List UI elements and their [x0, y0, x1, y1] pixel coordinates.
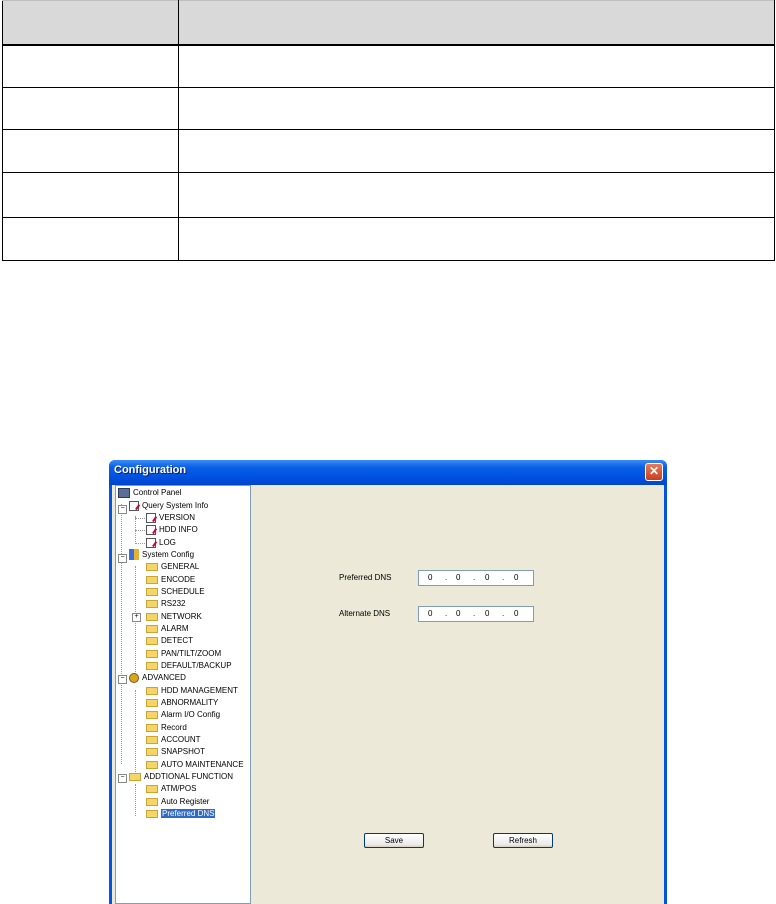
folder-icon: [146, 650, 158, 658]
window-client-area: [112, 485, 664, 904]
tree-item-hdd-info[interactable]: [146, 524, 198, 536]
folder-icon: [146, 662, 158, 670]
folder-icon: [146, 699, 158, 707]
folder-icon: [146, 687, 158, 695]
tree-item-advanced[interactable]: [129, 672, 186, 684]
tree-item-label: Control Panel: [133, 488, 182, 497]
folder-icon: [146, 724, 158, 732]
folder-icon: [146, 563, 158, 571]
tree-item-schedule[interactable]: [146, 586, 205, 598]
tree-item-query-system-info[interactable]: [129, 500, 208, 512]
tree-item-label: Query System Info: [142, 501, 209, 510]
tree-item-label: DETECT: [161, 636, 193, 645]
tree-item-auto-register[interactable]: [146, 796, 209, 808]
tree-item-log[interactable]: [146, 537, 176, 549]
doc-table-row: [3, 45, 775, 88]
tree-item-label: HDD MANAGEMENT: [161, 686, 238, 695]
alternate-dns-input[interactable]: 0 . 0 . 0 . 0: [418, 606, 534, 622]
tree-item-label: SCHEDULE: [161, 587, 205, 596]
tree-item-default-backup[interactable]: [146, 660, 232, 672]
tree-item-label: DEFAULT/BACKUP: [161, 661, 232, 670]
gear-icon: [129, 673, 139, 683]
tree-item-pan-tilt-zoom[interactable]: [146, 648, 221, 660]
computer-icon: [118, 488, 130, 498]
folder-icon: [146, 637, 158, 645]
doc-table-header: [3, 1, 775, 45]
tree-item-label: HDD INFO: [159, 525, 198, 534]
folder-icon: [146, 576, 158, 584]
folder-icon: [146, 798, 158, 806]
tree-item-system-config[interactable]: [129, 549, 194, 561]
folder-icon: [146, 588, 158, 596]
tree-item-auto-maintenance[interactable]: [146, 759, 244, 771]
refresh-button[interactable]: Refresh: [493, 833, 553, 848]
folder-icon: [146, 625, 158, 633]
tree-item-label: PAN/TILT/ZOOM: [161, 649, 222, 658]
navigation-tree[interactable]: − − + − − Control Panel Query System Info VERSION HDD INFO LOG System Config GENERAL ENCODE SCHEDULE RS232 NETWORK ALARM DETECT PAN/TILT/ZOOM DEFAULT/BACKUP ADVANCED HDD MANAGEMENT ABNORMALITY Alarm I/O Config Record ACCOUNT SNAPSHOT AUTO MAINTENANCE ADDTIONAL FUNCTION ATM/POS Auto Register Preferred DNS: [115, 485, 251, 904]
tree-item-snapshot[interactable]: [146, 746, 205, 758]
tree-item-label: Auto Register: [161, 797, 210, 806]
tree-item-atm-pos[interactable]: [146, 783, 196, 795]
tree-item-label: AUTO MAINTENANCE: [161, 760, 244, 769]
tree-item-label: Alarm I/O Config: [161, 710, 221, 719]
tree-item-rs232[interactable]: [146, 598, 185, 610]
tree-item-account[interactable]: [146, 734, 201, 746]
tree-item-detect[interactable]: [146, 635, 193, 647]
tree-item-label: SNAPSHOT: [161, 747, 206, 756]
tree-item-label: ADDTIONAL FUNCTION: [144, 772, 234, 781]
tree-item-label: ENCODE: [161, 575, 196, 584]
tree-item-label: ALARM: [161, 624, 189, 633]
tree-item-version[interactable]: [146, 512, 195, 524]
folder-icon: [146, 785, 158, 793]
alternate-dns-label: Alternate DNS: [339, 609, 391, 618]
tree-item-record[interactable]: [146, 722, 187, 734]
doc-table-row: [3, 130, 775, 172]
tree-item-label: Preferred DNS: [162, 809, 215, 818]
tree-item-alarm[interactable]: [146, 623, 189, 635]
tree-item-label: ABNORMALITY: [161, 698, 219, 707]
tree-item-label: System Config: [142, 550, 195, 559]
folder-icon: [129, 773, 141, 781]
document-check-icon: [146, 513, 156, 523]
config-tools-icon: [129, 549, 139, 560]
tree-item-network[interactable]: [146, 611, 202, 623]
open-folder-icon: [146, 810, 158, 818]
configuration-window: [109, 460, 667, 904]
doc-table: [2, 0, 775, 261]
tree-item-control-panel[interactable]: [118, 487, 181, 499]
tree-item-label: ADVANCED: [142, 673, 186, 682]
window-titlebar[interactable]: [109, 460, 667, 485]
tree-item-label: LOG: [159, 538, 176, 547]
tree-item-label: VERSION: [159, 513, 196, 522]
close-icon: ✕: [648, 464, 660, 478]
doc-table-row: [3, 87, 775, 129]
window-title: Configuration: [114, 464, 187, 476]
document-check-icon: [146, 525, 156, 535]
tree-item-label: ACCOUNT: [161, 735, 201, 744]
tree-item-label: GENERAL: [161, 562, 200, 571]
tree-item-label: Record: [161, 723, 187, 732]
folder-icon: [146, 711, 158, 719]
settings-panel: [252, 485, 664, 904]
tree-item-alarm-io-config[interactable]: [146, 709, 220, 721]
tree-item-label: NETWORK: [161, 612, 202, 621]
tree-item-encode[interactable]: [146, 574, 195, 586]
document-check-icon: [146, 538, 156, 548]
tree-item-hdd-management[interactable]: [146, 685, 238, 697]
doc-table-row: [3, 218, 775, 261]
folder-icon: [146, 613, 158, 621]
preferred-dns-input[interactable]: 0 . 0 . 0 . 0: [418, 570, 534, 586]
tree-item-label: RS232: [161, 599, 186, 608]
tree-item-additional-function[interactable]: [129, 771, 233, 783]
doc-table-row: [3, 172, 775, 218]
preferred-dns-label: Preferred DNS: [339, 573, 392, 582]
folder-icon: [146, 761, 158, 769]
tree-item-abnormality[interactable]: [146, 697, 218, 709]
folder-icon: [146, 600, 158, 608]
folder-icon: [146, 736, 158, 744]
tree-item-label: ATM/POS: [161, 784, 197, 793]
save-button[interactable]: Save: [364, 833, 424, 848]
tree-item-general[interactable]: [146, 561, 199, 573]
folder-icon: [146, 748, 158, 756]
document-check-icon: [129, 501, 139, 511]
close-button[interactable]: [645, 463, 663, 481]
tree-item-preferred-dns[interactable]: [146, 808, 215, 820]
